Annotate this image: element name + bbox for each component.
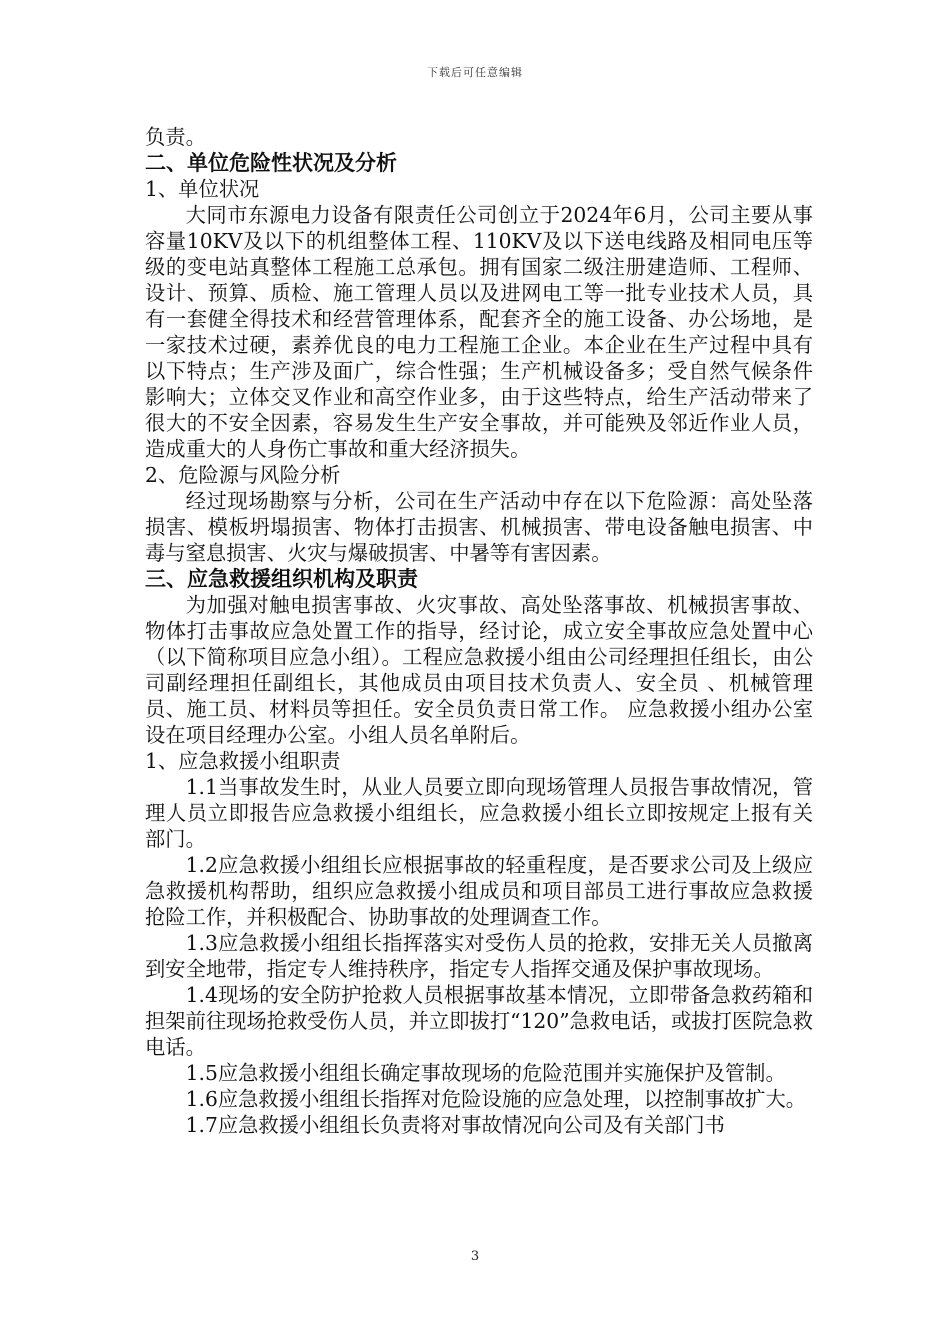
section-2-heading: 二、单位危险性状况及分析 — [145, 150, 397, 175]
section-2-subheading-2: 2、危险源与风险分析 — [145, 463, 341, 487]
duty-item-1-4: 1.4现场的安全防护抢救人员根据事故基本情况，立即带备急救药箱和担架前往现场抢救受伤人员，并立即拔打“120”急救电话，或拔打医院急救电话。 — [145, 983, 813, 1059]
duty-item-1-6: 1.6应急救援小组组长指挥对危险设施的应急处理，以控制事故扩大。 — [185, 1087, 807, 1111]
duty-item-1-1: 1.1当事故发生时，从业人员要立即向现场管理人员报告事故情况，管理人员立即报告应急救援小组组长，应急救援小组长立即按规定上报有关部门。 — [145, 775, 813, 851]
duty-item-1-7: 1.7应急救援小组组长负责将对事故情况向公司及有关部门书 — [185, 1113, 725, 1137]
duty-item-1-5: 1.5应急救援小组组长确定事故现场的危险范围并实施保护及管制。 — [185, 1061, 786, 1085]
page-number: 3 — [470, 1249, 480, 1264]
lead-text: 负责。 — [145, 125, 206, 149]
section-2-paragraph-1: 大同市东源电力设备有限责任公司创立于2024年6月，公司主要从事容量10KV及以下的机组整体工程、110KV及以下送电线路及相同电压等级的变电站真整体工程施工总承包。拥有国家二级注册建造师、工程师、设计、预算、质检、施工管理人员以及进网电工等一批专业技术人员，具有一套健全得技术和经营管理体系，配套齐全的施工设备、办公场地，是一家技术过硬，素养优良的电力工程施工企业。本企业在生产过程中具有以下特点；生产涉及面广，综合性强；生产机械设备多；受自然气候条件影响大；立体交叉作业和高空作业多，由于这些特点，给生产活动带来了很大的不安全因素，容易发生生产安全事故，并可能殃及邻近作业人员，造成重大的人身伤亡事故和重大经济损失。 — [145, 203, 813, 461]
section-3-paragraph-1: 为加强对触电损害事故、火灾事故、高处坠落事故、机械损害事故、物体打击事故应急处置工作的指导，经讨论，成立安全事故应急处置中心（以下简称项目应急小组）。工程应急救援小组由公司经理担任组长，由公司副经理担任副组长，其他成员由项目技术负责人、安全员 、机械管理员、施工员、材料员等担任。安全员负责日常工作。 应急救援小组办公室设在项目经理办公室。小组人员名单附后。 — [145, 593, 813, 747]
document-body — [145, 124, 813, 1138]
duty-item-1-3: 1.3应急救援小组组长指挥落实对受伤人员的抢救，安排无关人员撤离到安全地带，指定专人维持秩序，指定专人指挥交通及保护事故现场。 — [145, 931, 813, 981]
duty-item-1-2: 1.2应急救援小组组长应根据事故的轻重程度，是否要求公司及上级应急救援机构帮助，组织应急救援小组成员和项目部员工进行事故应急救援抢险工作，并积极配合、协助事故的处理调查工作。 — [145, 853, 813, 929]
section-2-subheading-1: 1、单位状况 — [145, 177, 260, 201]
section-3-heading: 三、应急救援组织机构及职责 — [145, 566, 418, 591]
page-header-note: 下载后可任意编辑 — [427, 66, 523, 79]
section-3-subheading-1: 1、应急救援小组职责 — [145, 749, 341, 773]
section-2-paragraph-2: 经过现场勘察与分析，公司在生产活动中存在以下危险源：高处坠落损害、模板坍塌损害、物体打击损害、机械损害、带电设备触电损害、中毒与窒息损害、火灾与爆破损害、中暑等有害因素。 — [145, 489, 813, 565]
